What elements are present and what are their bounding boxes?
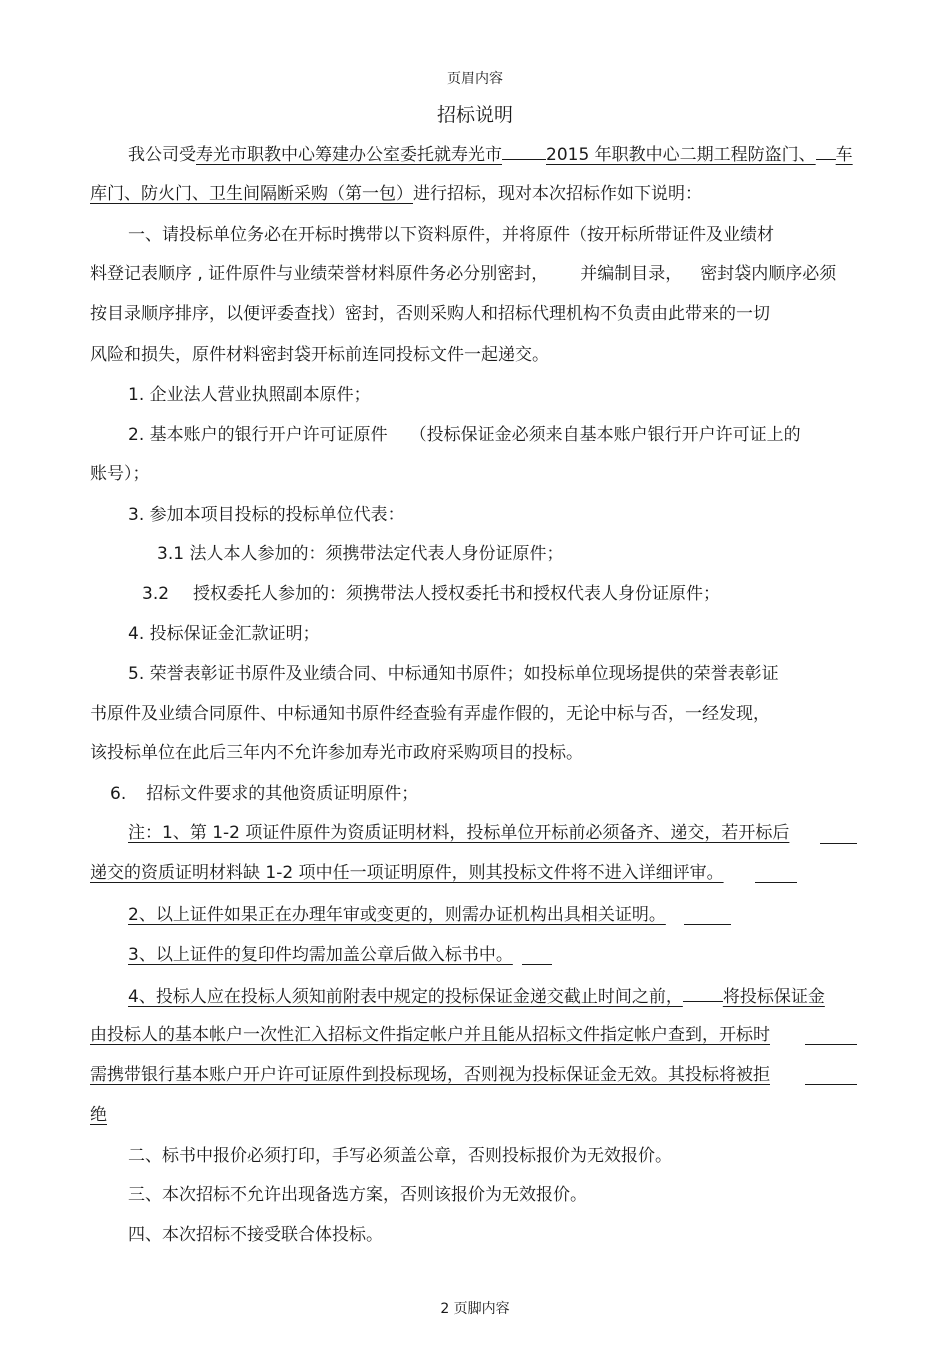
item-text: 招标文件要求的其他资质证明原件； (146, 784, 419, 804)
note-text: 3、以上证件的复印件均需加盖公章后做入标书中。 (128, 945, 513, 965)
item-2 (128, 424, 801, 446)
note-text: 需携带银行基本账户开户许可证原件到投标现场，否则视为投标保证金无效。其投标将被拒 (90, 1065, 770, 1085)
note-4-line-4 (90, 1104, 107, 1126)
note-text: 4、投标人应在投标人须知前附表中规定的投标保证金递交截止时间之前， (128, 987, 683, 1007)
note-text: 注：1、第 1-2 项证件原件为资质证明材料，投标单位开标前必须备齐、递交，若开标后 (128, 823, 790, 843)
section-4: 四、本次招标不接受联合体投标。 (128, 1225, 383, 1245)
intro-project-name: 库门、防火门、卫生间隔断采购（第一包） (90, 184, 413, 204)
note-4-line-2 (90, 1024, 770, 1046)
underline-rule (805, 1044, 857, 1045)
intro-project-cont: 车 (835, 145, 853, 165)
blank-underline (683, 986, 723, 1002)
note-1-line-1 (128, 822, 789, 844)
item-3: 3. 参加本项目投标的投标单位代表： (128, 505, 405, 525)
note-text: 将投标保证金 (722, 987, 825, 1007)
note-text: 递交的资质证明材料缺 1-2 项中任一项证明原件，则其投标文件将不进入详细评审。 (90, 863, 724, 883)
page-footer: 2 页脚内容 (440, 1301, 510, 1317)
item-5-line-1: 5. 荣誉表彰证书原件及业绩合同、中标通知书原件；如投标单位现场提供的荣誉表彰证 (128, 664, 779, 684)
intro-entrusting-party: 寿光市职教中心筹建办公室委托就寿光市 (196, 145, 502, 165)
item-text: （投标保证金必须来自基本账户银行开户许可证上的 (409, 425, 801, 445)
section-2: 二、标书中报价必须打印，手写必须盖公章，否则投标报价为无效报价。 (128, 1146, 672, 1166)
item-text: 2. 基本账户的银行开户许可证原件 (128, 425, 388, 445)
item-3-1: 3.1 法人本人参加的：须携带法定代表人身份证原件； (157, 544, 564, 564)
note-3 (128, 944, 513, 966)
blank-underline (816, 145, 836, 160)
item-5-line-3: 该投标单位在此后三年内不允许参加寿光市政府采购项目的投标。 (90, 743, 583, 763)
item-6 (110, 783, 418, 805)
intro-project: 2015 年职教中心二期工程防盗门、 (546, 145, 816, 165)
intro-text: 我公司受 (128, 145, 196, 165)
item-5-line-2: 书原件及业绩合同原件、中标通知书原件经查验有弄虚作假的，无论中标与否，一经发现， (90, 704, 770, 724)
page-header: 页眉内容 (447, 71, 503, 87)
note-text: 由投标人的基本帐户一次性汇入招标文件指定帐户并且能从招标文件指定帐户查到，开标时 (90, 1025, 770, 1045)
underline-rule (820, 843, 857, 844)
note-text: 2、以上证件如果正在办理年审或变更的，则需办证机构出具相关证明。 (128, 905, 666, 925)
note-2 (128, 904, 666, 926)
section1-text: 密封袋内顺序必须 (700, 264, 837, 284)
page-title: 招标说明 (436, 104, 513, 126)
item-text: 3.2 (142, 584, 170, 604)
section1-text: 并编制目录， (580, 264, 683, 284)
underline-rule (755, 882, 797, 883)
item-3-2 (142, 583, 720, 605)
underline-rule (684, 924, 731, 925)
item-2-cont: 账号）； (90, 464, 150, 484)
underline-rule (522, 964, 552, 965)
section1-line-4: 风险和损失，原件材料密封袋开标前连同投标文件一起递交。 (90, 345, 549, 365)
intro-line-2 (90, 183, 702, 205)
item-1: 1. 企业法人营业执照副本原件； (128, 385, 371, 405)
underline-rule (805, 1084, 857, 1085)
section1-line-3: 按目录顺序排序，以便评委查找）密封，否则采购人和招标代理机构不负责由此带来的一切 (90, 304, 770, 324)
item-text: 6. (110, 784, 127, 804)
section1-line-1: 一、请投标单位务必在开标时携带以下资料原件，并将原件（按开标所带证件及业绩材 (128, 225, 774, 245)
note-1-line-2 (90, 862, 724, 884)
section1-line-2 (90, 263, 836, 285)
note-4-line-3 (90, 1064, 770, 1086)
item-4: 4. 投标保证金汇款证明； (128, 624, 320, 644)
section-3: 三、本次招标不允许出现备选方案，否则该报价为无效报价。 (128, 1185, 587, 1205)
section1-text: 料登记表顺序 , 证件原件与业绩荣誉材料原件务必分别密封， (90, 264, 549, 284)
note-text: 绝 (90, 1105, 107, 1125)
blank-underline (502, 145, 546, 160)
item-text: 授权委托人参加的：须携带法人授权委托书和授权代表人身份证原件； (193, 584, 721, 604)
intro-text: 进行招标，现对本次招标作如下说明： (413, 184, 702, 204)
intro-line-1 (128, 144, 853, 166)
note-4-line-1 (128, 986, 825, 1008)
